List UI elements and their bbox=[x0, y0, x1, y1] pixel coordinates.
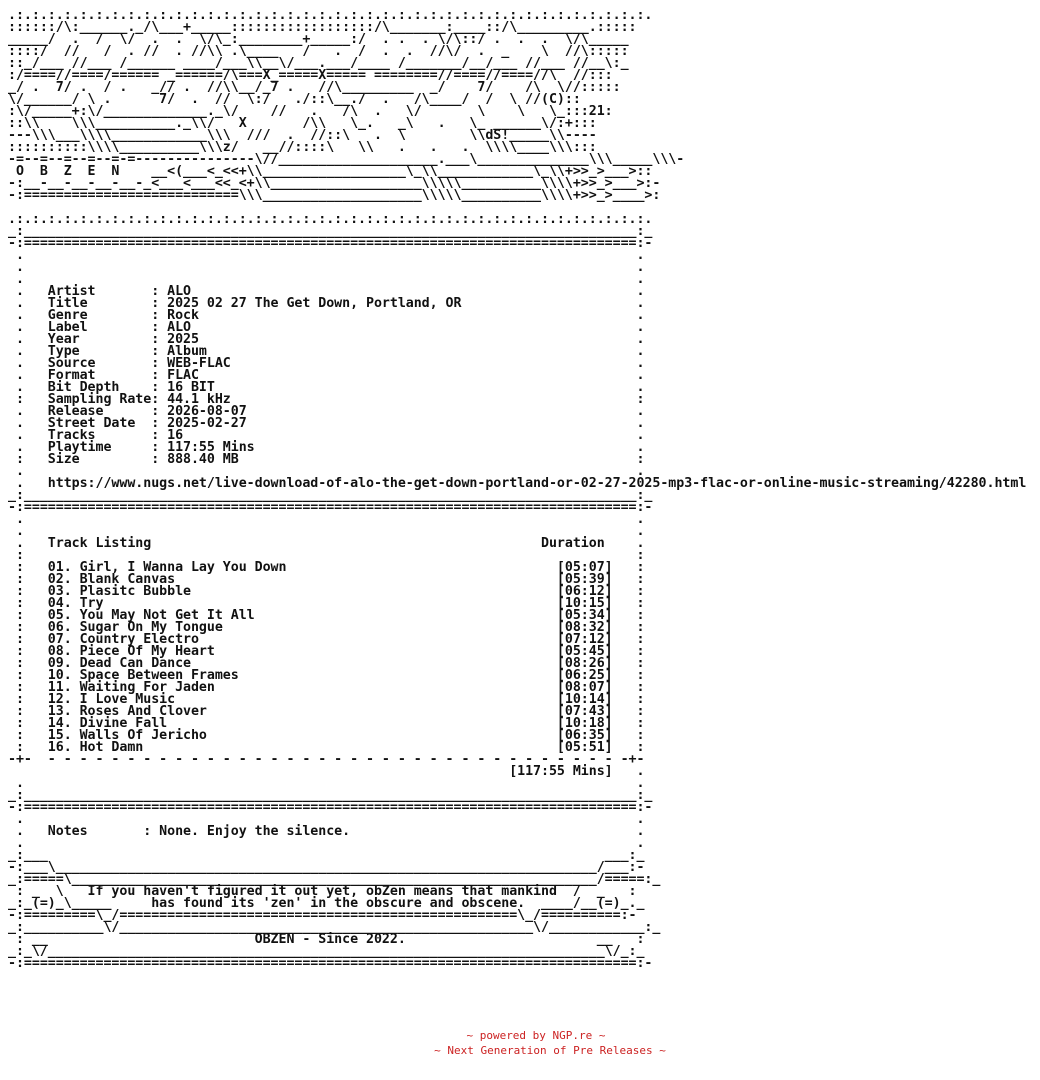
nfo-ascii-document: .:.:.:.:.:.:.:.:.:.:.:.:.:.:.:.:.:.:.:.:.:.:.:.:.:.:.:.:.:.:.:.:.:.:.:.:.:.:.:.:. ::::::/\:______._/\___+_____::::::::::::::::::/\_______:____::/\_________.::::: _____/ . / \/ . . \/\_:________+_____:/ . . . \/\::/ . . . \/\_____ ::::/ // / . // . //\\ .\____ / . / . . //\/ . _ \ //\::::: ::_/___ //___ /______ ____/___\\__\/___.___/____ /_______/__/___ //___ //__\:_ :/====//====/====== _======/\===X_=====X===== ========//====//====//\ //::: _/ . 7/ . / . _// . //\\__/_7 . //\_________ _/ 7/ /\ \//::::: \/______/ \ . 7/ . // \:/ ./::\__./ . /\____/ / \ //(C):: :\/_____+:\/_____________._\/ // . /\ . \/ \ \ \_:::21: ::\\ \\\__________._\\/ X /\\ \_. _\ . \_ ______\/:+::: ---\\\___\\\\____________\\\ /// . //::\ . \ \\dS!_____\\---- ::::::::::\\\\__________\\\z/ __//::::\ \\ . . . \\\\____\\\::: -=--=--=--=--=-=---------------\//____________________.___\______________\\\_____\\\- O B Z E N __<(___<_<<+\\__________________\_\\____________\_\\+>>_>___>:: -:__-__-__-__-__-_<___<___<<_<+\\___________________\\\\\__________\\\\+>>_>___>:- -:===========================\\\____________________\\\\\__________\\\\+>>_>____>: .:.:.:.:.:.:.:.:.:.:.:.:.:.:.:.:.:.:.:.:.:.:.:.:.:.:.:.:.:.:.:.:.:.:.:.:.:.:.:.:. _:_____________________________________________________________________________:_ -:=============================================================================:- . . . . . . . Artist : ALO . . Title : 2025 02 27 The Get Down, Portland, OR . . Genre : Rock . . Label : ALO . . Year : 2025 . . Type : Album . . Source : WEB-FLAC . . Format : FLAC . . Bit Depth : 16 BIT . : Sampling Rate: 44.1 kHz : . Release : 2026-08-07 . . Street Date : 2025-02-27 . . Tracks : 16 . . Playtime : 117:55 Mins . : Size : 888.40 MB : . . . https://www.nugs.net/live-download-of-alo-the-get-down-portland-or-02-27-2025-mp3-flac-or-online-music-streaming/42280.html _:_____________________________________________________________________________:_ -:=============================================================================:- . . . . . Track Listing Duration . : : : 01. Girl, I Wanna Lay You Down [05:07] : : 02. Blank Canvas [05:39] : : 03. Plasitc Bubble [06:12] : : 04. Try [10:15] : : 05. You May Not Get It All [05:34] : : 06. Sugar On My Tongue [08:32] : : 07. Country Electro [07:12] : : 08. Piece Of My Heart [05:45] : : 09. Dead Can Dance [08:26] : : 10. Space Between Frames [06:25] : : 11. Waiting For Jaden [08:07] : : 12. I Love Music [10:14] : : 13. Roses And Clover [07:43] : : 14. Divine Fall [10:18] : : 15. Walls Of Jericho [06:35] : : 16. Hot Damn [05:51] : -+- - - - - - - - - - - - - - - - - - - - - - - - - - - - - - - - - - - - - -+- [117:55 Mins] . . . _:_____________________________________________________________________________:_ -:=============================================================================:- . . . Notes : None. Enjoy the silence. . . . _:___ ___:_ -:___\____________________________________________________________________/___:- _:=====\__________________________________________________________________/=====:_ : _ \ If you haven't figured it out yet, obZen means that mankind / _ : _:_(=)_\_____ has found its 'zen' in the obscure and obscene. ____/__(=)_._ -:=========\_/==================================================\_/==========:- _:__________\/____________________________________________________\/____________:_ : __ OBZEN - Since 2022. __ : _:_\/______________________________________________________________________\/_:_ -:=============================================================================:- bbox=[8, 8, 1027, 971]
footer-tagline: ~ Next Generation of Pre Releases ~ bbox=[434, 1044, 666, 1057]
footer-powered-by: ~ powered by NGP.re ~ bbox=[466, 1029, 606, 1042]
